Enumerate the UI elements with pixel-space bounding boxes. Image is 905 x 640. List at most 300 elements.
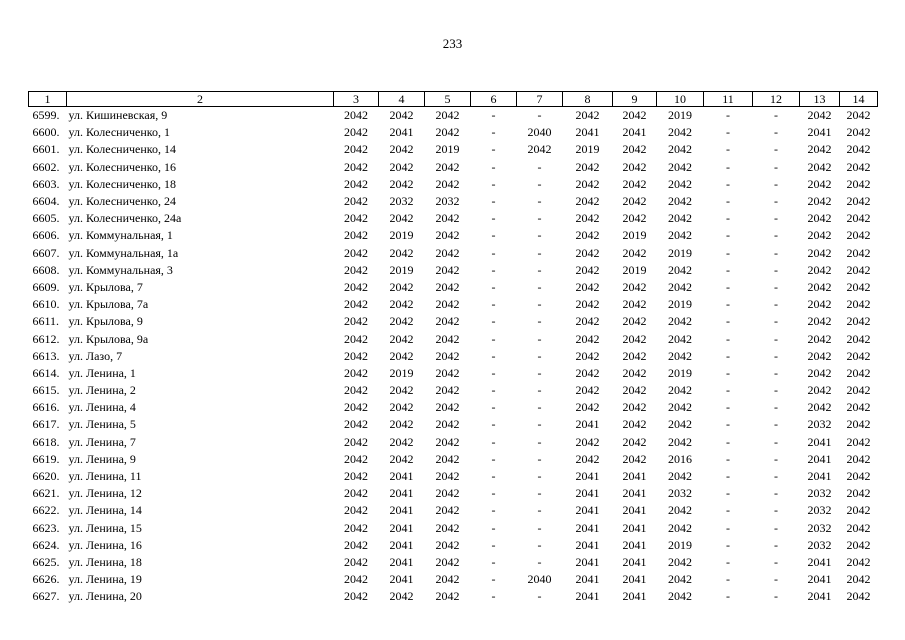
year-cell: - (726, 417, 730, 432)
year-cell: 2042 (575, 228, 600, 243)
year-cell: 2042 (668, 434, 692, 449)
year-cell: - (491, 554, 496, 569)
year-cell: 2042 (435, 365, 460, 380)
year-cell: 2042 (846, 279, 871, 294)
year-cell: - (774, 228, 778, 243)
year-cell: - (537, 400, 542, 415)
year-cell: - (491, 159, 496, 174)
header-cell: 5 (425, 92, 471, 107)
year-cell: 2032 (807, 486, 832, 501)
year-cell: - (774, 297, 778, 312)
year-cell: - (726, 589, 730, 604)
year-cell: 2042 (622, 400, 647, 415)
year-cell: - (491, 125, 496, 140)
year-cell: 2042 (807, 142, 832, 157)
address-cell: ул. Ленина, 7 (68, 434, 136, 449)
address-cell: ул. Колесниченко, 1 (68, 125, 170, 140)
address-cell: ул. Ленина, 9 (68, 451, 136, 466)
year-cell: 2041 (575, 486, 600, 501)
year-cell: 2042 (846, 245, 871, 260)
year-cell: 2042 (344, 365, 368, 380)
year-cell: - (491, 520, 496, 535)
year-cell: - (491, 176, 496, 191)
year-cell: 2041 (807, 469, 832, 484)
year-cell: - (491, 348, 496, 363)
year-cell: - (491, 434, 496, 449)
year-cell: 2042 (846, 520, 871, 535)
year-cell: - (726, 228, 730, 243)
year-cell: - (726, 211, 730, 226)
year-cell: 2042 (389, 400, 414, 415)
year-cell: - (491, 451, 496, 466)
year-cell: 2042 (807, 176, 832, 191)
table-body (29, 107, 878, 606)
year-cell: - (774, 211, 778, 226)
header-cell: 11 (704, 92, 753, 107)
row-number: 6623. (32, 520, 60, 535)
row-number: 6618. (32, 434, 60, 449)
data-table (28, 91, 878, 605)
year-cell: 2042 (344, 400, 368, 415)
year-cell: 2042 (389, 176, 414, 191)
address-cell: ул. Колесниченко, 18 (68, 176, 176, 191)
table-row (29, 399, 878, 416)
year-cell: 2042 (807, 400, 832, 415)
row-number: 6605. (32, 211, 60, 226)
year-cell: 2042 (435, 245, 460, 260)
year-cell: 2042 (389, 451, 414, 466)
year-cell: 2042 (389, 279, 414, 294)
year-cell: 2019 (668, 537, 692, 552)
year-cell: - (726, 520, 730, 535)
year-cell: - (726, 383, 730, 398)
table-row (29, 159, 878, 176)
year-cell: - (726, 469, 730, 484)
year-cell: 2040 (527, 572, 552, 587)
year-cell: 2019 (622, 228, 647, 243)
year-cell: 2042 (575, 279, 600, 294)
table-row (29, 520, 878, 537)
year-cell: 2041 (622, 554, 647, 569)
year-cell: - (774, 417, 778, 432)
year-cell: 2042 (668, 125, 692, 140)
year-cell: 2042 (344, 245, 368, 260)
year-cell: 2042 (807, 159, 832, 174)
year-cell: - (774, 383, 778, 398)
year-cell: - (537, 434, 542, 449)
year-cell: 2042 (435, 279, 460, 294)
year-cell: 2042 (435, 331, 460, 346)
header-cell: 8 (563, 92, 613, 107)
year-cell: 2042 (435, 589, 460, 604)
year-cell: 2042 (575, 159, 600, 174)
year-cell: 2042 (807, 279, 832, 294)
year-cell: 2041 (389, 125, 414, 140)
year-cell: - (491, 469, 496, 484)
row-number: 6608. (32, 262, 60, 277)
year-cell: 2042 (344, 108, 368, 123)
year-cell: 2042 (846, 589, 871, 604)
year-cell: 2042 (344, 211, 368, 226)
year-cell: 2042 (344, 314, 368, 329)
year-cell: 2042 (622, 279, 647, 294)
row-number: 6599. (32, 108, 60, 123)
address-cell: ул. Ленина, 20 (68, 589, 142, 604)
year-cell: 2042 (435, 176, 460, 191)
address-cell: ул. Крылова, 9а (68, 331, 149, 346)
year-cell: - (491, 417, 496, 432)
table-row (29, 348, 878, 365)
row-number: 6600. (32, 125, 60, 140)
year-cell: 2041 (622, 589, 647, 604)
year-cell: 2042 (435, 486, 460, 501)
year-cell: 2019 (668, 245, 692, 260)
year-cell: - (491, 262, 496, 277)
year-cell: - (774, 572, 778, 587)
year-cell: - (537, 451, 542, 466)
year-cell: - (537, 176, 542, 191)
year-cell: 2041 (807, 554, 832, 569)
year-cell: - (537, 520, 542, 535)
year-cell: 2042 (807, 331, 832, 346)
year-cell: 2042 (344, 469, 368, 484)
year-cell: - (491, 211, 496, 226)
year-cell: 2042 (846, 314, 871, 329)
year-cell: 2042 (344, 159, 368, 174)
year-cell: 2042 (527, 142, 552, 157)
year-cell: 2042 (846, 554, 871, 569)
year-cell: 2042 (622, 142, 647, 157)
year-cell: - (537, 245, 542, 260)
year-cell: 2042 (344, 434, 368, 449)
year-cell: 2041 (575, 125, 600, 140)
year-cell: 2016 (668, 451, 692, 466)
row-number: 6609. (32, 279, 60, 294)
year-cell: 2042 (846, 331, 871, 346)
address-cell: ул. Колесниченко, 14 (68, 142, 176, 157)
year-cell: 2042 (807, 365, 832, 380)
year-cell: 2019 (575, 142, 600, 157)
year-cell: - (491, 331, 496, 346)
year-cell: 2042 (622, 194, 647, 209)
year-cell: 2042 (622, 314, 647, 329)
table-row (29, 279, 878, 296)
header-cell: 9 (613, 92, 657, 107)
address-cell: ул. Ленина, 4 (68, 400, 136, 415)
row-number: 6611. (32, 314, 60, 329)
year-cell: - (537, 469, 542, 484)
year-cell: - (537, 331, 542, 346)
year-cell: - (491, 537, 496, 552)
year-cell: - (774, 159, 778, 174)
year-cell: 2042 (846, 434, 871, 449)
year-cell: 2042 (846, 383, 871, 398)
year-cell: 2042 (622, 176, 647, 191)
year-cell: 2042 (344, 417, 368, 432)
year-cell: 2042 (389, 108, 414, 123)
address-cell: ул. Ленина, 2 (68, 383, 136, 398)
year-cell: 2032 (807, 520, 832, 535)
year-cell: 2019 (389, 228, 414, 243)
year-cell: - (774, 589, 778, 604)
year-cell: - (726, 125, 730, 140)
year-cell: 2041 (575, 469, 600, 484)
table-row (29, 296, 878, 313)
year-cell: 2042 (846, 211, 871, 226)
page-number: 233 (442, 36, 463, 51)
year-cell: 2042 (846, 159, 871, 174)
year-cell: 2042 (344, 279, 368, 294)
year-cell: 2042 (668, 142, 692, 157)
year-cell: 2042 (622, 417, 647, 432)
year-cell: 2032 (389, 194, 414, 209)
year-cell: 2041 (807, 434, 832, 449)
row-number: 6614. (32, 365, 60, 380)
year-cell: 2032 (807, 537, 832, 552)
year-cell: 2042 (344, 383, 368, 398)
year-cell: 2042 (575, 383, 600, 398)
table-row (29, 537, 878, 554)
year-cell: 2042 (846, 176, 871, 191)
year-cell: - (726, 245, 730, 260)
year-cell: 2042 (622, 159, 647, 174)
address-cell: ул. Крылова, 7 (68, 279, 143, 294)
year-cell: - (537, 537, 542, 552)
year-cell: 2019 (389, 365, 414, 380)
year-cell: 2019 (668, 297, 692, 312)
year-cell: 2041 (389, 503, 414, 518)
year-cell: 2042 (668, 159, 692, 174)
row-number: 6620. (32, 469, 60, 484)
year-cell: 2042 (389, 159, 414, 174)
year-cell: - (537, 194, 542, 209)
year-cell: 2042 (668, 176, 692, 191)
year-cell: - (491, 297, 496, 312)
address-cell: ул. Ленина, 19 (68, 572, 142, 587)
table-row (29, 434, 878, 451)
year-cell: 2042 (575, 400, 600, 415)
year-cell: - (491, 589, 496, 604)
year-cell: - (726, 486, 730, 501)
year-cell: 2042 (846, 469, 871, 484)
year-cell: 2042 (846, 228, 871, 243)
row-number: 6603. (32, 176, 60, 191)
table-row (29, 451, 878, 468)
table-header (29, 92, 878, 107)
row-number: 6616. (32, 400, 60, 415)
year-cell: - (537, 348, 542, 363)
table-row (29, 468, 878, 485)
table-row (29, 365, 878, 382)
year-cell: 2042 (807, 108, 832, 123)
year-cell: 2042 (668, 279, 692, 294)
year-cell: 2042 (668, 262, 692, 277)
year-cell: 2042 (435, 348, 460, 363)
year-cell: - (774, 434, 778, 449)
year-cell: 2041 (807, 572, 832, 587)
year-cell: 2042 (846, 400, 871, 415)
row-number: 6622. (32, 503, 60, 518)
table-row (29, 330, 878, 347)
year-cell: 2042 (807, 348, 832, 363)
address-cell: ул. Ленина, 1 (68, 365, 136, 380)
year-cell: 2042 (344, 348, 368, 363)
year-cell: - (774, 176, 778, 191)
year-cell: 2042 (344, 554, 368, 569)
address-cell: ул. Коммунальная, 1 (68, 228, 173, 243)
year-cell: 2041 (622, 503, 647, 518)
year-cell: 2042 (389, 331, 414, 346)
year-cell: 2042 (389, 434, 414, 449)
row-number: 6604. (32, 194, 60, 209)
address-cell: ул. Колесниченко, 24а (68, 211, 182, 226)
year-cell: 2042 (807, 383, 832, 398)
year-cell: - (726, 537, 730, 552)
year-cell: - (774, 537, 778, 552)
year-cell: 2042 (344, 194, 368, 209)
year-cell: 2041 (389, 572, 414, 587)
address-cell: ул. Ленина, 16 (68, 537, 142, 552)
year-cell: 2042 (435, 469, 460, 484)
year-cell: 2042 (846, 537, 871, 552)
address-cell: ул. Колесниченко, 24 (68, 194, 176, 209)
table-row (29, 227, 878, 244)
year-cell: 2042 (846, 262, 871, 277)
year-cell: 2042 (846, 142, 871, 157)
year-cell: 2042 (668, 228, 692, 243)
year-cell: - (491, 486, 496, 501)
year-cell: 2041 (622, 537, 647, 552)
year-cell: 2042 (668, 589, 692, 604)
year-cell: - (491, 503, 496, 518)
row-number: 6624. (32, 537, 60, 552)
year-cell: 2041 (575, 572, 600, 587)
year-cell: 2019 (389, 262, 414, 277)
year-cell: 2042 (807, 314, 832, 329)
year-cell: 2041 (575, 537, 600, 552)
table-row (29, 124, 878, 141)
row-number: 6617. (32, 417, 60, 432)
header-cell: 14 (840, 92, 878, 107)
year-cell: 2042 (622, 245, 647, 260)
table-row (29, 382, 878, 399)
year-cell: 2042 (435, 520, 460, 535)
year-cell: 2042 (807, 262, 832, 277)
year-cell: 2019 (668, 365, 692, 380)
row-number: 6613. (32, 348, 60, 363)
year-cell: - (537, 589, 542, 604)
table-row (29, 262, 878, 279)
year-cell: 2042 (668, 520, 692, 535)
year-cell: - (774, 279, 778, 294)
year-cell: 2042 (622, 331, 647, 346)
year-cell: 2042 (668, 400, 692, 415)
year-cell: 2042 (435, 108, 460, 123)
year-cell: - (537, 365, 542, 380)
year-cell: - (774, 348, 778, 363)
year-cell: 2042 (389, 589, 414, 604)
year-cell: 2041 (622, 469, 647, 484)
year-cell: - (491, 142, 496, 157)
address-cell: ул. Кишиневская, 9 (68, 108, 168, 123)
year-cell: 2042 (846, 125, 871, 140)
year-cell: - (726, 331, 730, 346)
row-number: 6601. (32, 142, 60, 157)
year-cell: 2019 (668, 108, 692, 123)
year-cell: - (774, 331, 778, 346)
year-cell: 2042 (575, 262, 600, 277)
year-cell: 2042 (668, 331, 692, 346)
year-cell: - (491, 194, 496, 209)
table-row (29, 313, 878, 330)
row-number: 6610. (32, 297, 60, 312)
year-cell: - (774, 142, 778, 157)
year-cell: 2042 (435, 159, 460, 174)
year-cell: 2042 (344, 331, 368, 346)
row-number: 6625. (32, 554, 60, 569)
year-cell: - (726, 159, 730, 174)
year-cell: 2041 (389, 520, 414, 535)
year-cell: 2042 (435, 125, 460, 140)
year-cell: 2042 (389, 297, 414, 312)
year-cell: - (491, 383, 496, 398)
year-cell: 2042 (344, 537, 368, 552)
year-cell: 2042 (846, 417, 871, 432)
year-cell: 2042 (668, 383, 692, 398)
year-cell: 2042 (807, 194, 832, 209)
year-cell: 2042 (344, 228, 368, 243)
year-cell: 2042 (344, 520, 368, 535)
year-cell: 2041 (807, 125, 832, 140)
year-cell: - (726, 194, 730, 209)
header-cell: 13 (800, 92, 840, 107)
year-cell: - (774, 469, 778, 484)
year-cell: - (537, 211, 542, 226)
year-cell: - (726, 262, 730, 277)
year-cell: - (491, 365, 496, 380)
year-cell: 2041 (575, 503, 600, 518)
year-cell: 2042 (668, 314, 692, 329)
year-cell: 2042 (435, 554, 460, 569)
year-cell: 2042 (668, 572, 692, 587)
year-cell: 2032 (435, 194, 460, 209)
year-cell: 2042 (435, 537, 460, 552)
year-cell: 2042 (622, 211, 647, 226)
year-cell: - (537, 262, 542, 277)
year-cell: 2041 (575, 520, 600, 535)
year-cell: - (726, 451, 730, 466)
year-cell: 2042 (575, 314, 600, 329)
year-cell: - (491, 400, 496, 415)
header-cell: 3 (334, 92, 379, 107)
year-cell: - (491, 228, 496, 243)
year-cell: - (491, 279, 496, 294)
year-cell: 2042 (846, 365, 871, 380)
header-cell: 10 (657, 92, 704, 107)
table-row (29, 571, 878, 588)
year-cell: 2042 (846, 486, 871, 501)
year-cell: 2041 (622, 520, 647, 535)
table-row (29, 485, 878, 502)
year-cell: - (537, 108, 542, 123)
row-number: 6619. (32, 451, 60, 466)
year-cell: 2042 (846, 451, 871, 466)
table-row (29, 193, 878, 210)
table-row (29, 416, 878, 433)
year-cell: 2042 (846, 194, 871, 209)
row-number: 6615. (32, 383, 60, 398)
header-cell: 6 (471, 92, 517, 107)
